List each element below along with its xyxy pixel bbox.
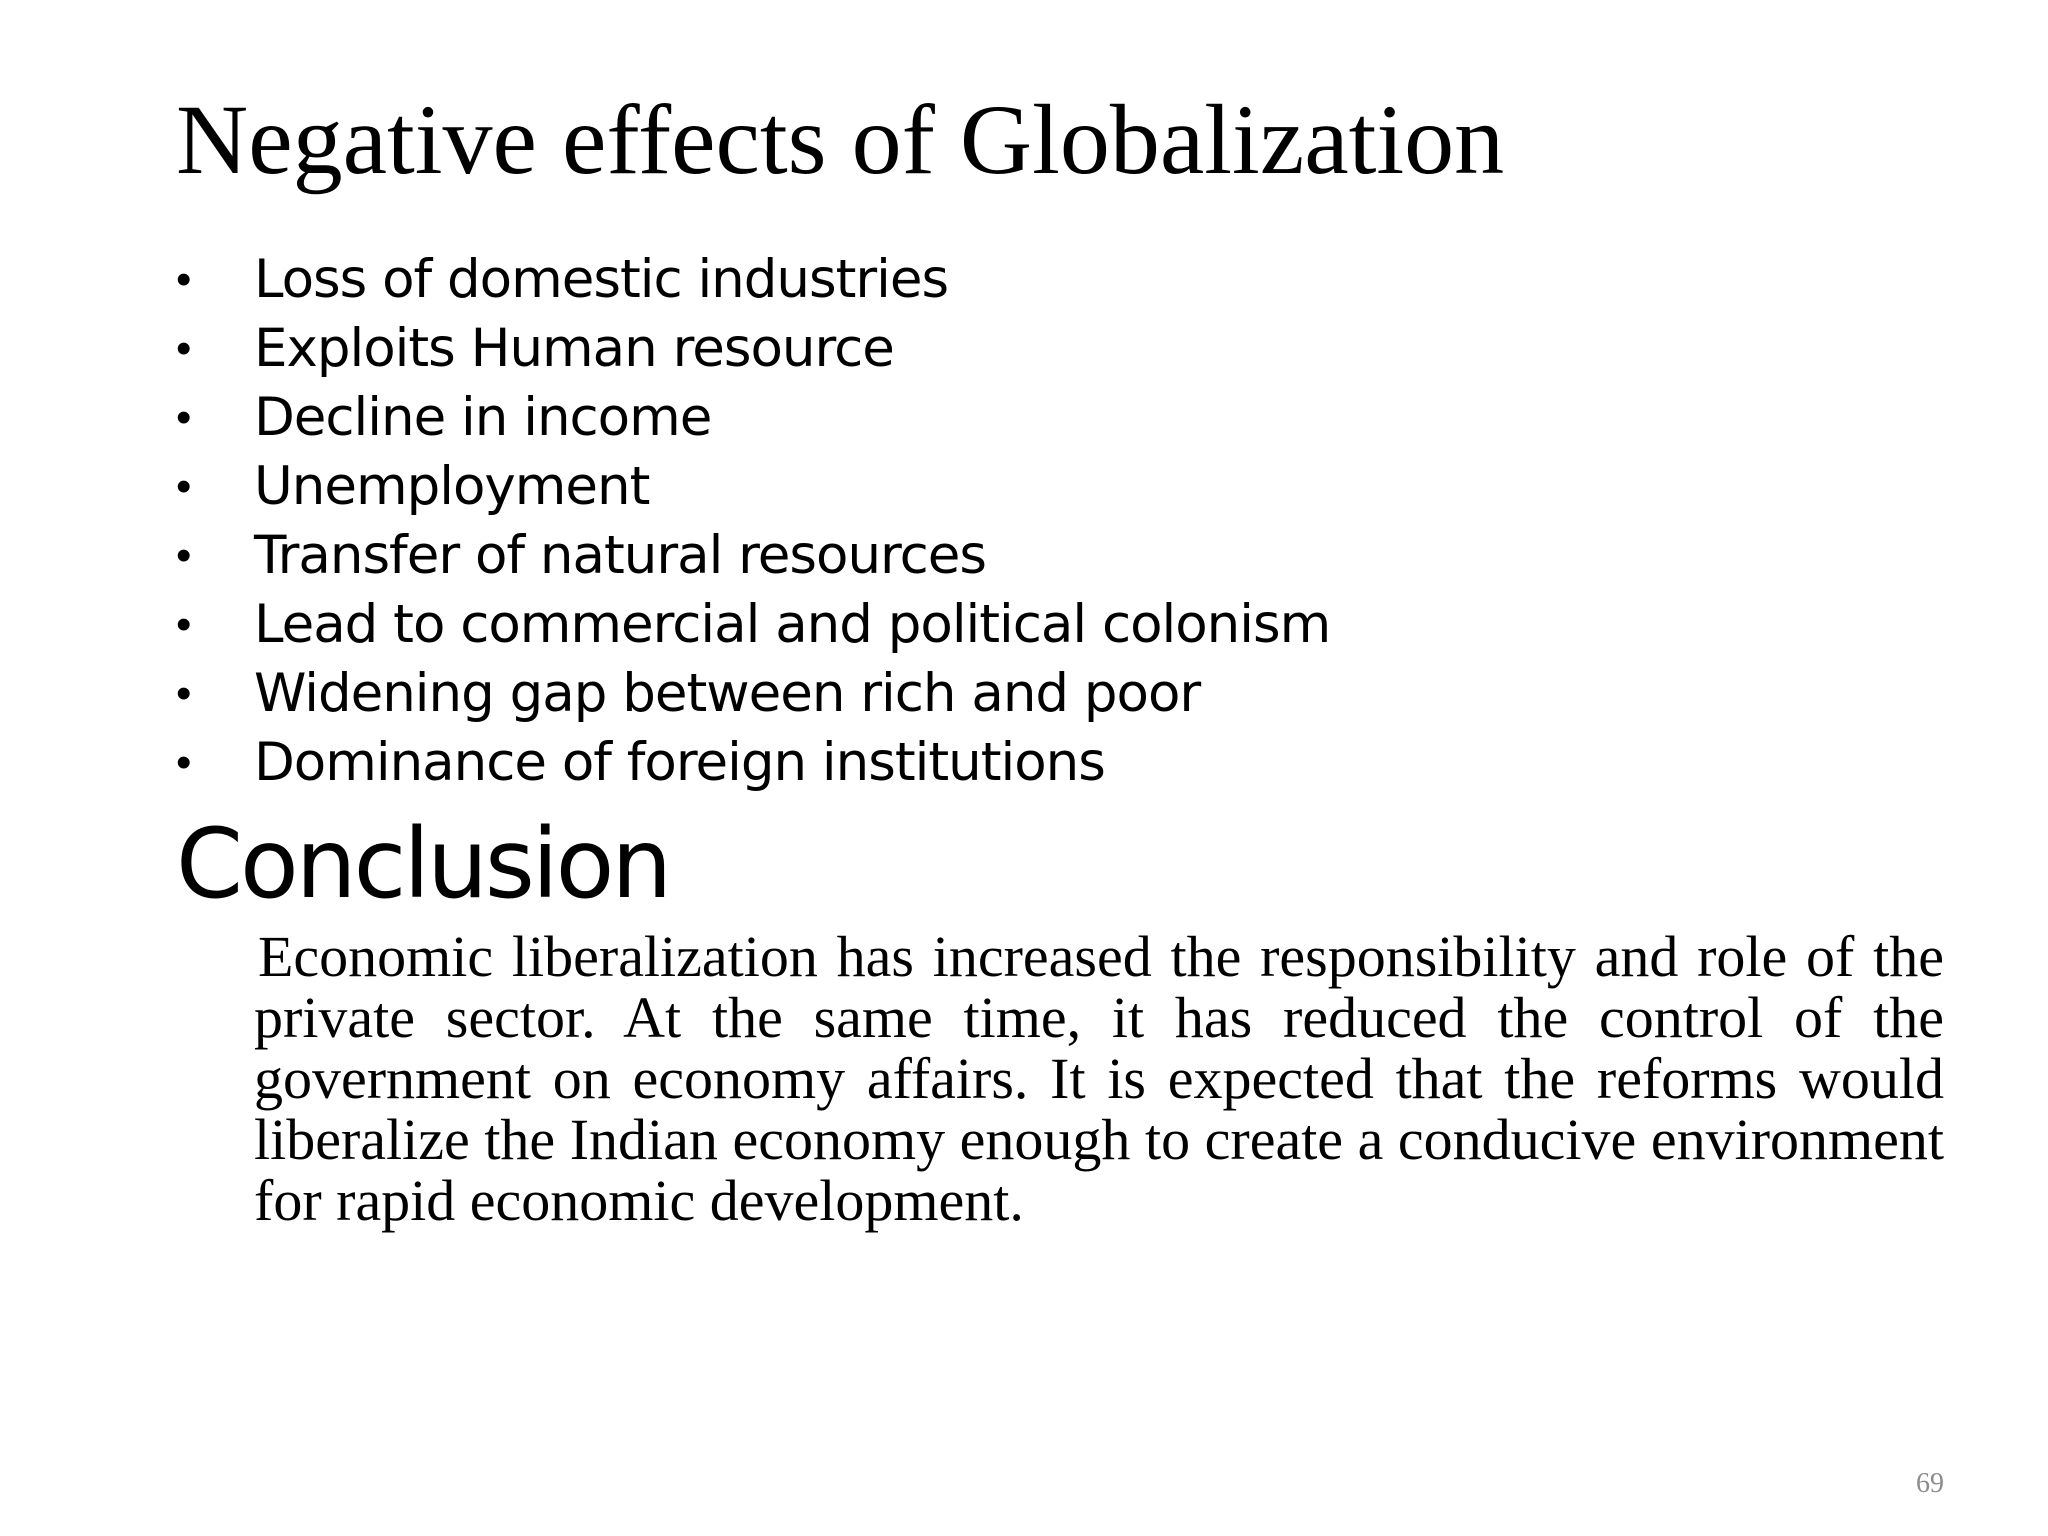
list-item-text: Loss of domestic industries (254, 249, 949, 310)
bullet-icon: • (176, 255, 192, 304)
list-item-text: Lead to commercial and political colonism (254, 594, 1331, 655)
bullet-icon: • (176, 738, 192, 787)
list-item-text: Decline in income (254, 387, 712, 448)
list-item-text: Widening gap between rich and poor (254, 663, 1201, 724)
list-item-text: Dominance of foreign institutions (254, 732, 1105, 793)
bullet-icon: • (176, 462, 192, 511)
slide-title: Negative effects of Globalization (176, 84, 1505, 195)
list-item-text: Transfer of natural resources (254, 525, 987, 586)
list-item-text: Unemployment (254, 456, 650, 517)
bullet-icon: • (176, 324, 192, 373)
conclusion-heading: Conclusion (176, 808, 670, 920)
list-item-text: Exploits Human resource (254, 318, 894, 379)
bullet-icon: • (176, 393, 192, 442)
bullet-icon: • (176, 669, 192, 718)
bullet-icon: • (176, 531, 192, 580)
bullet-icon: • (176, 600, 192, 649)
page-number: 69 (1916, 1468, 1944, 1499)
conclusion-paragraph: Economic liberalization has increased the responsibility and role of the private sector. At the same time, it has reduced the control of the government on economy affairs. It is expected that the reforms would liberalize the Indian economy enough to create a conducive environment for rapid economic development. (254, 924, 1944, 1233)
